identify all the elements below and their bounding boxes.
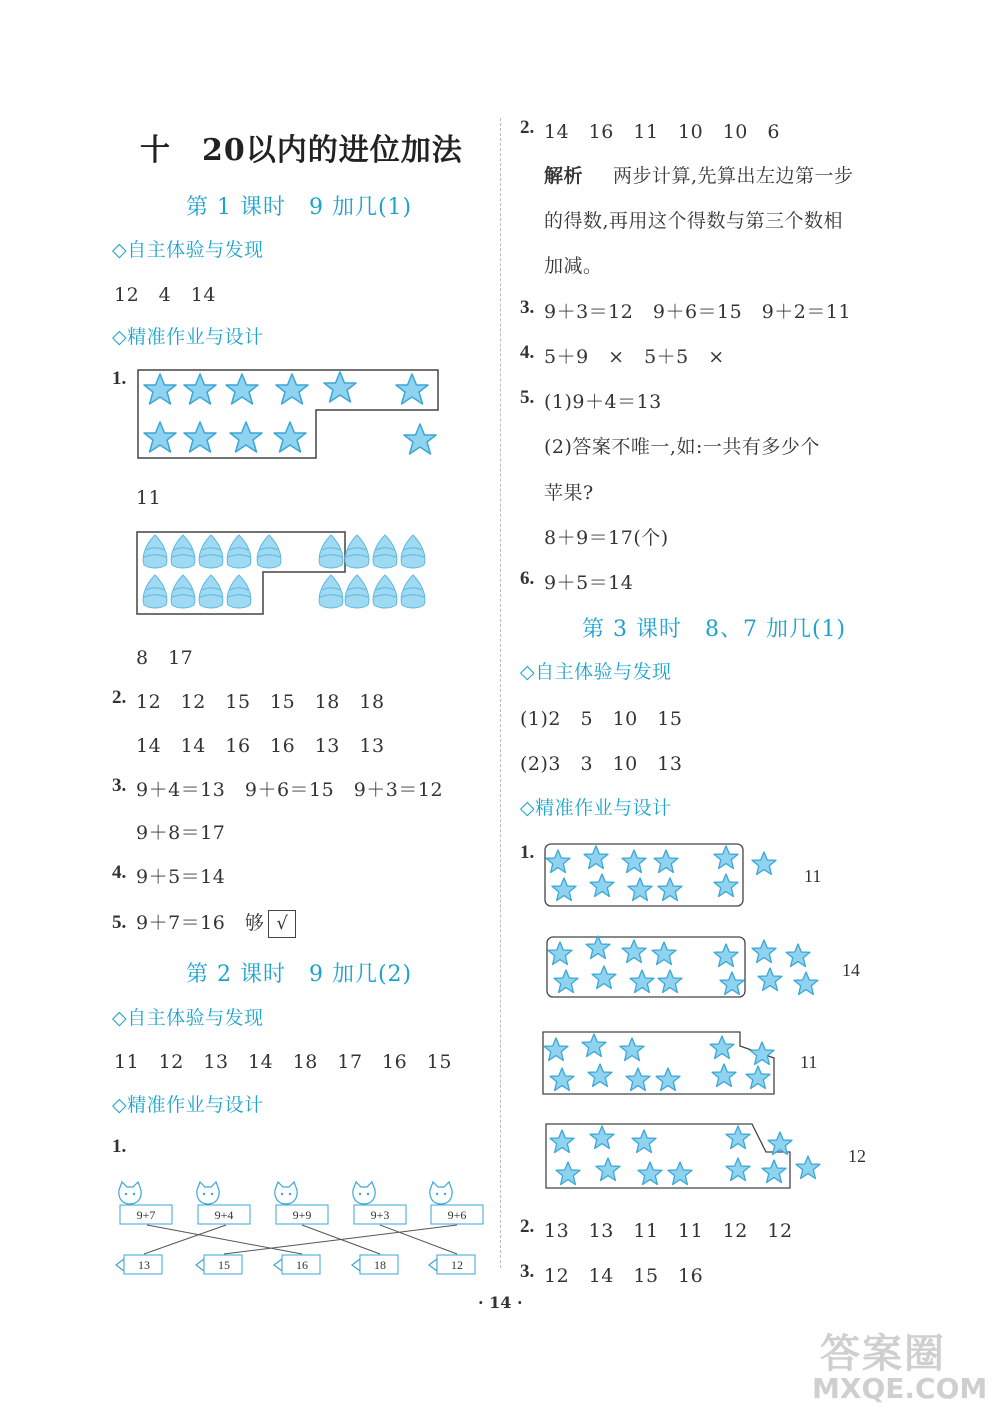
analysis-line1: 两步计算,先算出左边第一步 (613, 165, 854, 187)
lesson2-precise-section: ◇精准作业与设计 (112, 1094, 264, 1116)
star-answer-2: 14 (842, 960, 860, 980)
star-answer-4: 12 (848, 1146, 866, 1166)
r-q4-line: 5＋9 × 5＋5 × (544, 346, 725, 368)
analysis-line3: 加减。 (544, 255, 603, 277)
column-divider (500, 118, 501, 1268)
r-q5-label: 5. (520, 387, 535, 408)
svg-text:18: 18 (374, 1258, 386, 1272)
star-groups-figure (540, 840, 880, 1200)
r-q5-line4: 8＋9＝17(个) (544, 527, 669, 549)
r-q2-label: 2. (520, 117, 535, 138)
r-q6-line: 9＋5＝14 (544, 572, 634, 594)
l1-q2-line2: 14 14 16 16 13 13 (136, 735, 385, 757)
l3-q2-label: 2. (520, 1216, 535, 1237)
svg-text:9+3: 9+3 (370, 1208, 390, 1222)
lesson1-self-answer: 12 4 14 (114, 284, 216, 306)
l3-q2-line: 13 13 11 11 12 12 (544, 1220, 793, 1242)
l1-q1-answer-a: 11 (136, 487, 162, 509)
lesson2-self-answer: 11 12 13 14 18 17 16 15 (114, 1051, 452, 1073)
shell-figure (135, 530, 435, 618)
lesson3-title: 第 3 课时 8、7 加几(1) (582, 617, 847, 642)
watermark-logo: 答案圈 (820, 1331, 946, 1377)
analysis-line2: 的得数,再用这个得数与第三个数相 (544, 210, 844, 232)
star-group-2 (547, 936, 860, 997)
match-top-1 (119, 1182, 172, 1224)
svg-text:9+7: 9+7 (136, 1208, 156, 1222)
r-q2-line: 14 16 11 10 10 6 (544, 121, 780, 143)
l1-q5-row (136, 908, 296, 938)
match-bottom-2 (196, 1255, 242, 1274)
r-q6-label: 6. (520, 568, 535, 589)
r-q3-label: 3. (520, 297, 535, 318)
r-q4-label: 4. (520, 342, 535, 363)
star-group-4 (546, 1124, 866, 1188)
match-bottom-5 (429, 1255, 475, 1274)
l1-q2-line1: 12 12 15 15 18 18 (136, 691, 385, 713)
lesson3-self-line1: (1)2 5 10 15 (520, 708, 683, 730)
l1-q4-line: 9＋5＝14 (136, 866, 226, 888)
watermark-url: MXQE.COM (812, 1372, 988, 1405)
svg-text:9+9: 9+9 (292, 1208, 312, 1222)
lesson3-self-line2: (2)3 3 10 13 (520, 753, 683, 775)
l3-q3-line: 12 14 15 16 (544, 1265, 704, 1287)
l1-q3-label: 3. (112, 775, 127, 796)
r-q5-line1: (1)9＋4＝13 (544, 391, 662, 413)
star-group-3 (543, 1032, 817, 1094)
l1-q1-label: 1. (112, 368, 127, 389)
analysis-row (544, 161, 854, 188)
matching-figure (110, 1178, 490, 1282)
lesson1-title: 第 1 课时 9 加几(1) (186, 195, 413, 220)
svg-text:15: 15 (218, 1258, 230, 1272)
match-top-5 (430, 1182, 483, 1224)
svg-text:12: 12 (451, 1258, 463, 1272)
star-group-1 (545, 844, 821, 906)
match-bottom-4 (352, 1255, 398, 1274)
svg-text:9+4: 9+4 (214, 1208, 234, 1222)
lesson1-self-section: ◇自主体验与发现 (112, 239, 264, 261)
r-q3-line: 9＋3＝12 9＋6＝15 9＋2＝11 (544, 301, 852, 323)
match-top-2 (197, 1182, 250, 1224)
l1-q5-label: 5. (112, 912, 127, 933)
star-answer-1: 11 (804, 866, 822, 886)
check-box: √ (268, 910, 296, 938)
r-q5-line2: (2)答案不唯一,如:一共有多少个 (544, 436, 820, 458)
lesson3-self-section: ◇自主体验与发现 (520, 661, 672, 683)
svg-text:16: 16 (296, 1258, 308, 1272)
svg-text:9+6: 9+6 (447, 1208, 467, 1222)
lesson2-self-section: ◇自主体验与发现 (112, 1007, 264, 1029)
match-top-3 (275, 1182, 328, 1224)
starfish-figure (136, 366, 442, 464)
l1-q5-line: 9＋7＝16 够 (136, 912, 265, 934)
lesson1-precise-section: ◇精准作业与设计 (112, 326, 264, 348)
l2-q1-label: 1. (112, 1136, 127, 1157)
l1-q2-label: 2. (112, 687, 127, 708)
match-bottom-3 (274, 1255, 320, 1274)
chapter-title: 十 20以内的进位加法 (140, 133, 463, 168)
l1-q3-line2: 9＋8＝17 (136, 822, 226, 844)
lesson3-precise-section: ◇精准作业与设计 (520, 797, 672, 819)
match-bottom-1 (116, 1255, 162, 1274)
analysis-label: 解析 (544, 165, 584, 187)
l1-q1-answer-b: 8 17 (136, 647, 194, 669)
l3-q3-label: 3. (520, 1261, 535, 1282)
star-answer-3: 11 (800, 1052, 818, 1072)
l1-q4-label: 4. (112, 862, 127, 883)
lesson2-title: 第 2 课时 9 加几(2) (186, 962, 413, 987)
page-number: · 14 · (478, 1293, 523, 1312)
match-top-4 (353, 1182, 406, 1224)
r-q5-line3: 苹果? (544, 482, 594, 504)
l1-q3-line1: 9＋4＝13 9＋6＝15 9＋3＝12 (136, 779, 444, 801)
l3-q1-label: 1. (520, 842, 535, 863)
svg-text:13: 13 (138, 1258, 150, 1272)
